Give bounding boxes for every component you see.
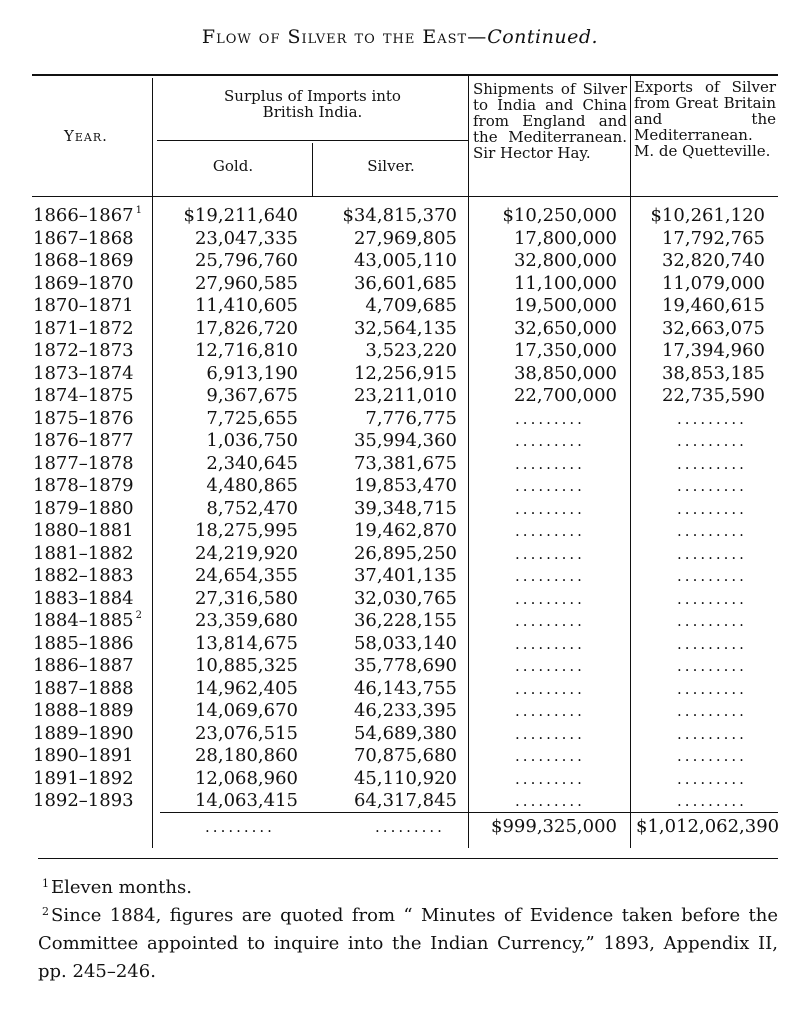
exports-cell: ......... bbox=[677, 477, 747, 495]
shipments-cell: ......... bbox=[515, 702, 585, 720]
silver-cell: 46,143,755 bbox=[353, 677, 457, 699]
year-cell bbox=[33, 723, 153, 746]
gold-cell: 7,725,655 bbox=[206, 407, 298, 429]
year-label: 1868–1869 bbox=[33, 250, 134, 271]
table-row bbox=[0, 610, 800, 633]
shipments-cell: ......... bbox=[515, 657, 585, 675]
table-row bbox=[0, 520, 800, 543]
silver-cell: 36,228,155 bbox=[353, 610, 457, 631]
footnote-1-text: Eleven months. bbox=[51, 877, 192, 898]
table-row bbox=[0, 700, 800, 723]
year-cell bbox=[33, 295, 153, 318]
year-label: 1883–1884 bbox=[33, 587, 134, 609]
year-label: 1878–1879 bbox=[33, 475, 134, 496]
silver-cell: 36,601,685 bbox=[353, 272, 457, 294]
silver-cell: 58,033,140 bbox=[353, 632, 457, 654]
gold-cell: 14,069,670 bbox=[194, 700, 298, 721]
table-row bbox=[0, 318, 800, 341]
exports-cell: 38,853,185 bbox=[661, 362, 765, 384]
gold-cell: 4,480,865 bbox=[206, 475, 298, 496]
gold-cell: 17,826,720 bbox=[194, 317, 298, 339]
gold-cell: 11,410,605 bbox=[194, 295, 298, 316]
exports-cell: 22,735,590 bbox=[661, 385, 765, 406]
total-gold: ......... bbox=[205, 818, 275, 836]
year-label: 1873–1874 bbox=[33, 362, 134, 384]
year-label: 1881–1882 bbox=[33, 542, 134, 564]
year-label: 1866–1867 bbox=[33, 205, 134, 226]
year-label: 1887–1888 bbox=[33, 677, 134, 699]
silver-cell: 70,875,680 bbox=[353, 745, 457, 766]
year-label: 1890–1891 bbox=[33, 745, 134, 766]
year-cell bbox=[33, 610, 153, 633]
gold-cell: 8,752,470 bbox=[206, 497, 298, 519]
gold-cell: 24,654,355 bbox=[194, 565, 298, 586]
exports-cell: 32,663,075 bbox=[661, 317, 765, 339]
shipments-cell: 11,100,000 bbox=[513, 272, 617, 294]
shipments-cell: ......... bbox=[515, 679, 585, 698]
year-cell bbox=[33, 565, 153, 588]
silver-cell: 54,689,380 bbox=[353, 722, 457, 744]
gold-cell: 14,962,405 bbox=[194, 677, 298, 699]
gold-cell: 12,068,960 bbox=[194, 767, 298, 789]
gold-cell: 12,716,810 bbox=[194, 340, 298, 361]
shipments-cell: 22,700,000 bbox=[513, 385, 617, 406]
exports-cell: ......... bbox=[677, 454, 747, 473]
year-label: 1891–1892 bbox=[33, 767, 134, 789]
exports-cell: ......... bbox=[677, 634, 747, 653]
silver-cell: 37,401,135 bbox=[353, 565, 457, 586]
footnote-ref: 1 bbox=[135, 205, 142, 216]
year-cell bbox=[33, 250, 153, 273]
exports-cell: 17,394,960 bbox=[661, 340, 765, 361]
footnote-2-text: Since 1884, figures are quoted from “ Minutes of Evidence taken before the Committee appointed to inquire into the Indian Currency,” 1893, Appendix II, pp. 245–246. bbox=[38, 905, 778, 982]
gold-cell: 10,885,325 bbox=[194, 655, 298, 676]
shipments-cell: ......... bbox=[515, 747, 585, 765]
header-gold: Gold. bbox=[212, 157, 254, 175]
shipments-cell: ......... bbox=[515, 454, 585, 473]
table-row bbox=[0, 678, 800, 701]
silver-cell: 19,462,870 bbox=[353, 520, 457, 541]
table-row bbox=[0, 475, 800, 498]
year-cell bbox=[33, 318, 153, 341]
divider-gold-silver bbox=[312, 143, 313, 196]
silver-cell: 7,776,775 bbox=[365, 407, 457, 429]
year-label: 1879–1880 bbox=[33, 497, 134, 519]
table-row bbox=[0, 633, 800, 656]
year-cell bbox=[33, 273, 153, 296]
gold-cell: 23,076,515 bbox=[194, 722, 298, 744]
silver-cell: $34,815,370 bbox=[342, 205, 457, 226]
table-row bbox=[0, 205, 800, 228]
footnotes bbox=[38, 874, 778, 986]
table-row bbox=[0, 655, 800, 678]
table-row bbox=[0, 408, 800, 431]
gold-cell: 9,367,675 bbox=[206, 385, 298, 406]
year-cell bbox=[33, 745, 153, 768]
shipments-cell: 17,800,000 bbox=[513, 227, 617, 249]
year-cell bbox=[33, 520, 153, 543]
silver-cell: 12,256,915 bbox=[353, 362, 457, 384]
exports-cell: ......... bbox=[677, 522, 747, 540]
exports-cell: ......... bbox=[677, 679, 747, 698]
year-label: 1886–1887 bbox=[33, 655, 134, 676]
exports-cell: 17,792,765 bbox=[661, 227, 765, 249]
shipments-cell: ......... bbox=[515, 634, 585, 653]
year-label: 1875–1876 bbox=[33, 407, 134, 429]
exports-cell: ......... bbox=[677, 567, 747, 585]
year-cell bbox=[33, 385, 153, 408]
table-row bbox=[0, 295, 800, 318]
year-label: 1870–1871 bbox=[33, 295, 134, 316]
shipments-cell: ......... bbox=[515, 499, 585, 518]
table-row bbox=[0, 543, 800, 566]
header-year: Year. bbox=[64, 127, 108, 145]
shipments-cell: ......... bbox=[515, 724, 585, 743]
table-row bbox=[0, 273, 800, 296]
gold-cell: 6,913,190 bbox=[206, 362, 298, 384]
exports-cell: ......... bbox=[677, 432, 747, 450]
year-cell bbox=[33, 453, 153, 476]
year-cell bbox=[33, 498, 153, 521]
year-cell bbox=[33, 363, 153, 386]
silver-cell: 32,564,135 bbox=[353, 317, 457, 339]
year-label: 1885–1886 bbox=[33, 632, 134, 654]
gold-cell: 23,047,335 bbox=[194, 227, 298, 249]
year-label: 1867–1868 bbox=[33, 227, 134, 249]
top-rule bbox=[32, 74, 778, 76]
shipments-cell: 17,350,000 bbox=[513, 340, 617, 361]
year-cell bbox=[33, 655, 153, 678]
year-cell bbox=[33, 633, 153, 656]
table-row bbox=[0, 250, 800, 273]
shipments-cell: ......... bbox=[515, 589, 585, 608]
table-row bbox=[0, 453, 800, 476]
table-row bbox=[0, 723, 800, 746]
year-cell bbox=[33, 340, 153, 363]
shipments-cell: 32,800,000 bbox=[513, 250, 617, 271]
year-cell bbox=[33, 678, 153, 701]
table-row bbox=[0, 768, 800, 791]
header-exports: Exports of Silver from Great Britain and the Mediterranean. M. de Quetteville. bbox=[634, 78, 776, 160]
silver-cell: 26,895,250 bbox=[353, 542, 457, 564]
table-row bbox=[0, 565, 800, 588]
shipments-cell: 38,850,000 bbox=[513, 362, 617, 384]
shipments-cell: $10,250,000 bbox=[502, 205, 617, 226]
shipments-cell: ......... bbox=[515, 477, 585, 495]
table-row bbox=[0, 588, 800, 611]
gold-cell: 1,036,750 bbox=[206, 430, 298, 451]
year-cell bbox=[33, 790, 153, 813]
exports-cell: 11,079,000 bbox=[661, 272, 765, 294]
total-silver: ......... bbox=[375, 818, 445, 836]
silver-cell: 35,778,690 bbox=[353, 655, 457, 676]
shipments-cell: ......... bbox=[515, 544, 585, 563]
shipments-cell: ......... bbox=[515, 409, 585, 428]
silver-cell: 4,709,685 bbox=[365, 295, 457, 316]
year-label: 1874–1875 bbox=[33, 385, 134, 406]
header-bottom-rule bbox=[32, 196, 778, 197]
year-cell bbox=[33, 475, 153, 498]
year-label: 1872–1873 bbox=[33, 340, 134, 361]
shipments-cell: ......... bbox=[515, 432, 585, 450]
year-label: 1876–1877 bbox=[33, 430, 134, 451]
year-label: 1882–1883 bbox=[33, 565, 134, 586]
silver-cell: 43,005,110 bbox=[353, 250, 457, 271]
surplus-underline bbox=[157, 140, 468, 141]
gold-cell: 28,180,860 bbox=[194, 745, 298, 766]
table-row bbox=[0, 340, 800, 363]
shipments-cell: ......... bbox=[515, 792, 585, 810]
exports-cell: ......... bbox=[677, 657, 747, 675]
table-row bbox=[0, 790, 800, 813]
table-row bbox=[0, 498, 800, 521]
year-label: 1884–1885 bbox=[33, 610, 134, 631]
table-row bbox=[0, 228, 800, 251]
year-cell bbox=[33, 768, 153, 791]
exports-cell: ......... bbox=[677, 612, 747, 630]
gold-cell: 14,063,415 bbox=[194, 790, 298, 811]
exports-cell: ......... bbox=[677, 792, 747, 810]
page-title: Flow of Silver to the East—Continued. bbox=[201, 26, 599, 48]
exports-cell: 19,460,615 bbox=[661, 295, 765, 316]
gold-cell: 24,219,920 bbox=[194, 542, 298, 564]
year-label: 1871–1872 bbox=[33, 317, 134, 339]
exports-cell: ......... bbox=[677, 544, 747, 563]
totals-row bbox=[0, 813, 800, 841]
total-exports: $1,012,062,390 bbox=[636, 816, 780, 837]
footnote-1 bbox=[38, 874, 778, 902]
year-cell bbox=[33, 543, 153, 566]
footnote-2 bbox=[38, 902, 778, 986]
exports-cell: ......... bbox=[677, 724, 747, 743]
exports-cell: ......... bbox=[677, 702, 747, 720]
year-cell bbox=[33, 408, 153, 431]
gold-cell: 25,796,760 bbox=[194, 250, 298, 271]
year-label: 1880–1881 bbox=[33, 520, 134, 541]
gold-cell: $19,211,640 bbox=[183, 205, 298, 226]
gold-cell: 18,275,995 bbox=[194, 520, 298, 541]
year-label: 1892–1893 bbox=[33, 790, 134, 811]
year-label: 1869–1870 bbox=[33, 272, 134, 294]
shipments-cell: ......... bbox=[515, 612, 585, 630]
year-label: 1889–1890 bbox=[33, 722, 134, 744]
exports-cell: 32,820,740 bbox=[661, 250, 765, 271]
year-label: 1877–1878 bbox=[33, 452, 134, 474]
gold-cell: 13,814,675 bbox=[194, 632, 298, 654]
silver-cell: 23,211,010 bbox=[353, 385, 457, 406]
header-silver: Silver. bbox=[367, 157, 415, 175]
silver-cell: 46,233,395 bbox=[353, 700, 457, 721]
shipments-cell: ......... bbox=[515, 567, 585, 585]
silver-cell: 39,348,715 bbox=[353, 497, 457, 519]
shipments-cell: 32,650,000 bbox=[513, 317, 617, 339]
year-cell bbox=[33, 700, 153, 723]
gold-cell: 27,316,580 bbox=[194, 587, 298, 609]
footnote-2-mark: 2 bbox=[42, 905, 49, 918]
silver-cell: 27,969,805 bbox=[353, 227, 457, 249]
title-continued: Continued. bbox=[487, 26, 599, 48]
total-shipments: $999,325,000 bbox=[491, 816, 617, 837]
silver-cell: 3,523,220 bbox=[365, 340, 457, 361]
year-cell bbox=[33, 588, 153, 611]
exports-cell: ......... bbox=[677, 409, 747, 428]
table-row bbox=[0, 385, 800, 408]
footnote-ref: 2 bbox=[135, 610, 142, 621]
table-row bbox=[0, 745, 800, 768]
year-cell bbox=[33, 205, 153, 228]
table-row bbox=[0, 363, 800, 386]
exports-cell: ......... bbox=[677, 499, 747, 518]
year-cell bbox=[33, 430, 153, 453]
year-label: 1888–1889 bbox=[33, 700, 134, 721]
silver-cell: 73,381,675 bbox=[353, 452, 457, 474]
silver-cell: 32,030,765 bbox=[353, 587, 457, 609]
table-row bbox=[0, 430, 800, 453]
exports-cell: $10,261,120 bbox=[650, 205, 765, 226]
silver-cell: 19,853,470 bbox=[353, 475, 457, 496]
footnote-1-mark: 1 bbox=[42, 877, 49, 890]
silver-cell: 45,110,920 bbox=[353, 767, 457, 789]
shipments-cell: 19,500,000 bbox=[513, 295, 617, 316]
exports-cell: ......... bbox=[677, 589, 747, 608]
header-shipments: Shipments of Silver to India and China from England and the Mediterranean. Sir Hector Hay. bbox=[473, 80, 627, 162]
gold-cell: 2,340,645 bbox=[206, 452, 298, 474]
header-surplus: Surplus of Imports into British India. bbox=[224, 87, 401, 121]
silver-cell: 35,994,360 bbox=[353, 430, 457, 451]
silver-cell: 64,317,845 bbox=[353, 790, 457, 811]
exports-cell: ......... bbox=[677, 747, 747, 765]
exports-cell: ......... bbox=[677, 769, 747, 788]
gold-cell: 23,359,680 bbox=[194, 610, 298, 631]
shipments-cell: ......... bbox=[515, 769, 585, 788]
bottom-rule bbox=[38, 858, 778, 859]
year-cell bbox=[33, 228, 153, 251]
title-main: Flow of Silver to the East bbox=[201, 26, 468, 48]
gold-cell: 27,960,585 bbox=[194, 272, 298, 294]
shipments-cell: ......... bbox=[515, 522, 585, 540]
